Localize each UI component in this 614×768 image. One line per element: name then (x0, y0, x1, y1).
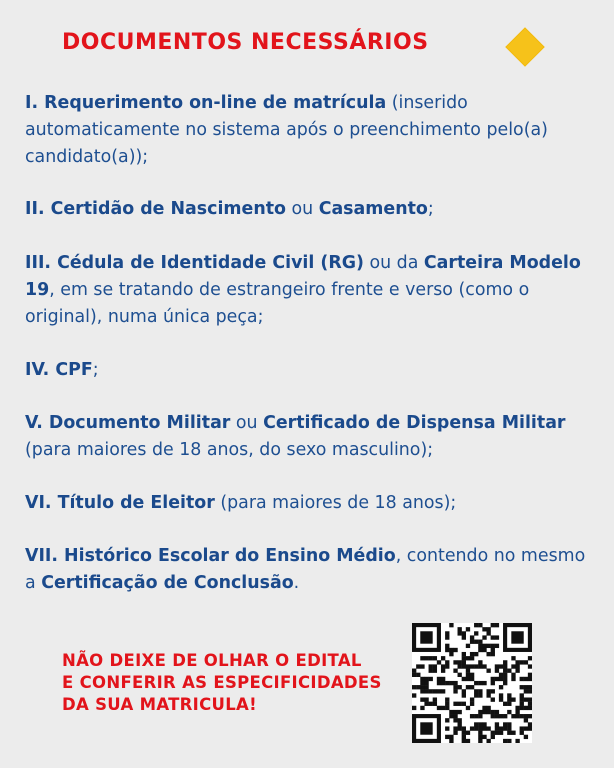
item-bold-text: II. Certidão de Nascimento (25, 199, 286, 219)
item-bold-text: Casamento (318, 199, 428, 219)
list-item (25, 490, 595, 517)
document-list (25, 90, 595, 623)
warning-line: DA SUA MATRICULA! (62, 695, 257, 714)
item-bold-text: I. Requerimento on-line de matrícula (25, 93, 387, 113)
item-bold-text: VII. Histórico Escolar do Ensino Médio (25, 546, 396, 566)
warning-notice (62, 650, 402, 716)
item-text: , em se tratando de estrangeiro frente e verso (como o original), numa única peça; (25, 280, 530, 327)
list-item (25, 543, 595, 597)
item-bold-text: Carteira Modelo 19 (25, 253, 581, 300)
list-item (25, 250, 595, 331)
page-title: DOCUMENTOS NECESSÁRIOS (62, 30, 429, 55)
item-bold-text: III. Cédula de Identidade Civil (RG) (25, 253, 364, 273)
list-item (25, 357, 595, 384)
item-text: . (293, 573, 300, 593)
item-text: ; (92, 360, 99, 380)
item-bold-text: IV. CPF (25, 360, 93, 380)
item-text: ; (427, 199, 434, 219)
diamond-icon (507, 29, 544, 66)
list-item (25, 196, 595, 223)
item-text: (para maiores de 18 anos); (214, 493, 457, 513)
item-bold-text: Certificado de Dispensa Militar (263, 413, 566, 433)
item-bold-text: V. Documento Militar (25, 413, 231, 433)
list-item (25, 90, 595, 171)
item-bold-text: Certificação de Conclusão (41, 573, 294, 593)
item-text: ou (230, 413, 264, 433)
item-text: (para maiores de 18 anos, do sexo masculino); (25, 440, 434, 460)
list-item (25, 410, 595, 464)
item-text: ou da (363, 253, 424, 273)
item-bold-text: VI. Título de Eleitor (25, 493, 215, 513)
item-text: (inserido automaticamente no sistema após o preenchimento pelo(a) candidato(a)); (25, 93, 548, 167)
warning-line: E CONFERIR AS ESPECIFICIDADES (62, 673, 382, 692)
item-text: , contendo no mesmo a (25, 546, 586, 593)
item-text: ou (285, 199, 319, 219)
qr-code-icon[interactable] (412, 623, 532, 743)
warning-line: NÃO DEIXE DE OLHAR O EDITAL (62, 651, 362, 670)
